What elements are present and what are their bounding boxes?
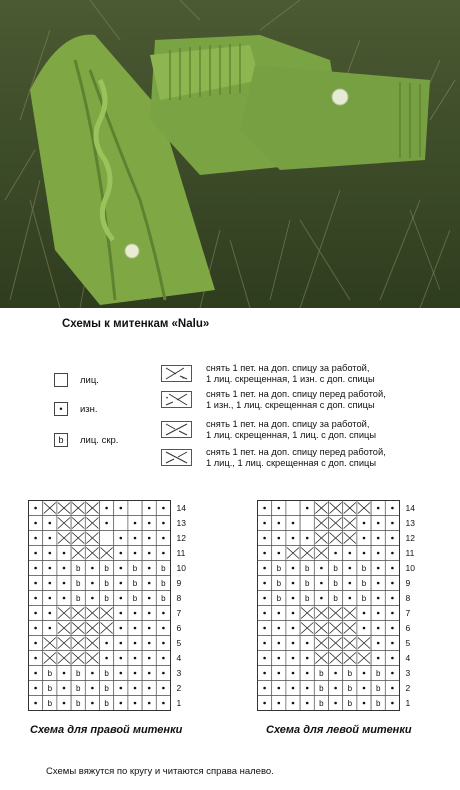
left-chart-twisted-stitch: b — [333, 579, 338, 588]
cable-symbol-1 — [161, 365, 192, 382]
right-chart-cell — [128, 501, 142, 516]
cable-symbol-2 — [161, 391, 192, 408]
twisted-knit-symbol: b — [54, 433, 68, 447]
left-chart-purl-dot — [391, 642, 394, 645]
left-chart-twisted-stitch: b — [333, 594, 338, 603]
left-chart-purl-dot — [292, 567, 295, 570]
cable-symbol-4 — [161, 449, 192, 466]
left-chart-row-number: 6 — [405, 623, 411, 633]
right-chart-purl-dot — [120, 507, 123, 510]
right-chart-purl-dot — [120, 597, 123, 600]
right-chart-twisted-stitch: b — [104, 684, 109, 693]
twisted-knit-label: лиц. скр. — [80, 435, 119, 446]
left-chart-twisted-stitch: b — [361, 594, 367, 603]
right-chart-purl-dot — [34, 687, 37, 690]
right-chart-purl-dot — [49, 582, 52, 585]
right-chart-purl-dot — [120, 567, 123, 570]
left-chart-twisted-stitch: b — [347, 684, 353, 693]
left-chart-purl-dot — [263, 672, 266, 675]
right-chart-purl-dot — [34, 522, 37, 525]
left-chart-twisted-stitch: b — [375, 699, 381, 708]
right-chart-purl-dot — [162, 612, 165, 615]
right-chart-row-number: 14 — [176, 503, 186, 513]
left-chart-purl-dot — [320, 597, 323, 600]
right-chart-purl-dot — [162, 537, 165, 540]
left-chart-twisted-stitch: b — [319, 669, 324, 678]
left-chart-purl-dot — [263, 552, 266, 555]
left-chart-purl-dot — [377, 582, 380, 585]
purl-stitch-symbol: • — [54, 402, 68, 416]
left-chart-row-number: 9 — [405, 578, 411, 588]
right-chart-purl-dot — [120, 642, 123, 645]
right-chart-row-number: 4 — [176, 653, 182, 663]
right-chart-purl-dot — [148, 552, 151, 555]
left-chart-purl-dot — [320, 582, 323, 585]
right-chart-purl-dot — [34, 672, 37, 675]
right-chart-purl-dot — [49, 597, 52, 600]
right-chart-purl-dot — [162, 702, 165, 705]
right-chart-purl-dot — [49, 537, 52, 540]
right-chart-row-number: 2 — [176, 683, 182, 693]
right-chart-purl-dot — [120, 702, 123, 705]
left-chart-purl-dot — [349, 597, 352, 600]
left-chart-purl-dot — [278, 642, 281, 645]
left-chart-purl-dot — [263, 567, 266, 570]
right-chart-purl-dot — [34, 702, 37, 705]
right-chart-purl-dot — [148, 582, 151, 585]
left-chart-purl-dot — [363, 702, 366, 705]
left-chart-purl-dot — [363, 687, 366, 690]
right-chart-twisted-stitch: b — [132, 579, 138, 588]
left-chart-purl-dot — [278, 552, 281, 555]
right-chart-cell — [114, 516, 128, 531]
left-chart-row-number: 14 — [405, 503, 415, 513]
right-chart-row-number: 6 — [176, 623, 182, 633]
left-chart-purl-dot — [278, 672, 281, 675]
right-chart-purl-dot — [148, 657, 151, 660]
right-chart-purl-dot — [148, 672, 151, 675]
left-chart-purl-dot — [292, 522, 295, 525]
right-chart-purl-dot — [134, 657, 137, 660]
right-chart-purl-dot — [91, 702, 94, 705]
left-chart-purl-dot — [377, 552, 380, 555]
left-chart-purl-dot — [377, 507, 380, 510]
left-chart-purl-dot — [391, 627, 394, 630]
right-chart-row-number: 10 — [176, 563, 186, 573]
right-chart-purl-dot — [91, 567, 94, 570]
right-chart-purl-dot — [34, 657, 37, 660]
left-chart-purl-dot — [391, 597, 394, 600]
right-chart-caption: Схема для правой митенки — [30, 724, 183, 736]
left-chart-purl-dot — [391, 657, 394, 660]
right-chart-twisted-stitch: b — [75, 699, 81, 708]
cable-symbol-3 — [161, 421, 192, 438]
left-chart-purl-dot — [306, 642, 309, 645]
left-chart-purl-dot — [263, 597, 266, 600]
right-chart-purl-dot — [91, 687, 94, 690]
right-chart-cell — [100, 531, 114, 546]
right-chart-purl-dot — [105, 642, 108, 645]
right-chart-purl-dot — [148, 642, 151, 645]
right-chart-purl-dot — [134, 627, 137, 630]
left-chart-purl-dot — [278, 657, 281, 660]
right-chart-row-number: 3 — [176, 668, 182, 678]
left-chart-purl-dot — [363, 552, 366, 555]
cable-desc-3: снять 1 пет. на доп. спицу за работой, 1 лиц. скрещенная, 1 лиц. с доп. спицы — [206, 419, 377, 440]
right-chart-purl-dot — [148, 507, 151, 510]
left-chart-purl-dot — [306, 702, 309, 705]
right-chart-twisted-stitch: b — [161, 594, 166, 603]
right-chart-twisted-stitch: b — [104, 699, 109, 708]
left-chart-purl-dot — [292, 582, 295, 585]
left-chart-purl-dot — [306, 537, 309, 540]
knit-stitch-symbol — [54, 373, 68, 387]
left-chart-purl-dot — [278, 537, 281, 540]
left-chart-purl-dot — [278, 612, 281, 615]
right-chart-row-number: 12 — [176, 533, 186, 543]
left-chart-purl-dot — [334, 687, 337, 690]
left-chart-purl-dot — [377, 522, 380, 525]
right-chart-purl-dot — [148, 612, 151, 615]
cable-desc-2: снять 1 пет. на доп. спицу перед работой, 1 изн., 1 лиц. скрещенная с доп. спицы — [206, 389, 386, 410]
right-chart-purl-dot — [63, 582, 66, 585]
right-chart-twisted-stitch: b — [132, 564, 138, 573]
right-chart-purl-dot — [148, 597, 151, 600]
left-chart-twisted-stitch: b — [304, 594, 310, 603]
left-chart-purl-dot — [306, 687, 309, 690]
right-chart-purl-dot — [105, 507, 108, 510]
right-chart-purl-dot — [34, 552, 37, 555]
right-chart-purl-dot — [162, 627, 165, 630]
right-chart-purl-dot — [162, 657, 165, 660]
left-chart-row-number: 3 — [405, 668, 411, 678]
left-chart-purl-dot — [263, 642, 266, 645]
right-chart-row-number: 1 — [176, 698, 182, 708]
right-chart-twisted-stitch: b — [47, 684, 53, 693]
right-chart-row-number: 13 — [176, 518, 186, 528]
right-chart-purl-dot — [134, 522, 137, 525]
left-chart-purl-dot — [263, 612, 266, 615]
left-chart-purl-dot — [391, 522, 394, 525]
left-chart-row-number: 13 — [405, 518, 415, 528]
right-chart-purl-dot — [105, 657, 108, 660]
left-chart-purl-dot — [278, 702, 281, 705]
cable-desc-4: снять 1 пет. на доп. спицу перед работой, 1 лиц., 1 лиц. скрещенная с доп. спицы — [206, 447, 386, 468]
right-chart-purl-dot — [49, 522, 52, 525]
left-chart-purl-dot — [278, 522, 281, 525]
left-chart-purl-dot — [292, 612, 295, 615]
right-chart-twisted-stitch: b — [75, 594, 81, 603]
right-chart-purl-dot — [34, 597, 37, 600]
right-chart-twisted-stitch: b — [161, 564, 166, 573]
right-chart-purl-dot — [148, 537, 151, 540]
purl-stitch-label: изн. — [80, 404, 98, 415]
right-chart-purl-dot — [120, 612, 123, 615]
left-mitten-chart — [257, 500, 429, 712]
left-chart-twisted-stitch: b — [361, 564, 367, 573]
right-chart-twisted-stitch: b — [161, 579, 166, 588]
left-chart-purl-dot — [363, 537, 366, 540]
right-chart-purl-dot — [91, 597, 94, 600]
left-chart-purl-dot — [292, 672, 295, 675]
right-chart-purl-dot — [162, 507, 165, 510]
left-chart-purl-dot — [263, 687, 266, 690]
left-chart-purl-dot — [306, 507, 309, 510]
right-chart-twisted-stitch: b — [104, 579, 109, 588]
left-chart-purl-dot — [391, 582, 394, 585]
left-chart-twisted-stitch: b — [276, 564, 282, 573]
right-chart-row-number: 7 — [176, 608, 182, 618]
left-chart-twisted-stitch: b — [347, 699, 353, 708]
left-chart-purl-dot — [377, 597, 380, 600]
right-chart-purl-dot — [162, 552, 165, 555]
right-chart-row-number: 9 — [176, 578, 182, 588]
left-chart-twisted-stitch: b — [319, 684, 324, 693]
cable-desc-1: снять 1 пет. на доп. спицу за работой, 1 лиц. скрещенная, 1 изн. с доп. спицы — [206, 363, 375, 384]
left-chart-twisted-stitch: b — [333, 564, 338, 573]
right-chart-purl-dot — [134, 612, 137, 615]
left-chart-purl-dot — [377, 537, 380, 540]
left-chart-twisted-stitch: b — [304, 579, 310, 588]
left-chart-purl-dot — [334, 672, 337, 675]
right-chart-row-number: 11 — [176, 548, 186, 558]
left-chart-purl-dot — [349, 552, 352, 555]
right-chart-purl-dot — [49, 627, 52, 630]
right-chart-purl-dot — [162, 687, 165, 690]
right-chart-purl-dot — [162, 522, 165, 525]
right-chart-twisted-stitch: b — [75, 564, 81, 573]
left-chart-twisted-stitch: b — [319, 699, 324, 708]
left-chart-twisted-stitch: b — [304, 564, 310, 573]
right-chart-purl-dot — [120, 537, 123, 540]
left-chart-purl-dot — [391, 687, 394, 690]
left-chart-cell — [286, 501, 300, 516]
right-chart-purl-dot — [49, 552, 52, 555]
right-chart-purl-dot — [162, 672, 165, 675]
left-chart-row-number: 7 — [405, 608, 411, 618]
right-chart-twisted-stitch: b — [132, 594, 138, 603]
left-chart-purl-dot — [377, 612, 380, 615]
right-chart-purl-dot — [49, 567, 52, 570]
right-chart-purl-dot — [105, 522, 108, 525]
left-chart-row-number: 4 — [405, 653, 411, 663]
right-chart-purl-dot — [34, 567, 37, 570]
right-chart-purl-dot — [34, 612, 37, 615]
right-chart-purl-dot — [148, 522, 151, 525]
left-chart-purl-dot — [377, 642, 380, 645]
left-chart-purl-dot — [377, 627, 380, 630]
left-chart-row-number: 5 — [405, 638, 411, 648]
knit-stitch-label: лиц. — [80, 375, 99, 386]
right-chart-twisted-stitch: b — [104, 669, 109, 678]
left-chart-purl-dot — [278, 687, 281, 690]
right-chart-purl-dot — [148, 702, 151, 705]
svg-text:•: • — [166, 396, 169, 402]
left-chart-purl-dot — [263, 657, 266, 660]
right-chart-purl-dot — [120, 552, 123, 555]
right-chart-purl-dot — [91, 582, 94, 585]
right-chart-twisted-stitch: b — [104, 594, 109, 603]
left-chart-purl-dot — [391, 507, 394, 510]
left-chart-row-number: 12 — [405, 533, 415, 543]
right-chart-purl-dot — [162, 642, 165, 645]
left-chart-row-number: 11 — [405, 548, 415, 558]
right-chart-purl-dot — [49, 612, 52, 615]
right-chart-purl-dot — [63, 687, 66, 690]
mittens-photo — [0, 0, 460, 308]
left-chart-row-number: 2 — [405, 683, 411, 693]
left-chart-purl-dot — [363, 522, 366, 525]
right-chart-purl-dot — [134, 552, 137, 555]
left-chart-row-number: 8 — [405, 593, 411, 603]
right-chart-row-number: 5 — [176, 638, 182, 648]
right-chart-purl-dot — [34, 537, 37, 540]
right-chart-purl-dot — [63, 597, 66, 600]
right-chart-purl-dot — [34, 642, 37, 645]
left-chart-purl-dot — [391, 552, 394, 555]
left-chart-purl-dot — [349, 582, 352, 585]
left-chart-purl-dot — [391, 672, 394, 675]
left-chart-twisted-stitch: b — [276, 594, 282, 603]
right-chart-purl-dot — [148, 567, 151, 570]
left-chart-purl-dot — [263, 627, 266, 630]
left-chart-purl-dot — [292, 627, 295, 630]
right-chart-purl-dot — [91, 672, 94, 675]
right-chart-twisted-stitch: b — [47, 669, 53, 678]
right-chart-purl-dot — [134, 687, 137, 690]
left-chart-purl-dot — [292, 657, 295, 660]
svg-text:•: • — [182, 376, 185, 381]
left-chart-purl-dot — [391, 702, 394, 705]
right-chart-twisted-stitch: b — [75, 579, 81, 588]
footer-note: Схемы вяжутся по кругу и читаются справа налево. — [46, 766, 274, 777]
right-chart-purl-dot — [120, 627, 123, 630]
right-chart-purl-dot — [134, 642, 137, 645]
right-chart-purl-dot — [34, 627, 37, 630]
left-chart-purl-dot — [263, 537, 266, 540]
right-chart-purl-dot — [120, 582, 123, 585]
left-chart-purl-dot — [263, 702, 266, 705]
left-chart-purl-dot — [292, 597, 295, 600]
left-chart-purl-dot — [377, 567, 380, 570]
right-chart-purl-dot — [63, 552, 66, 555]
right-chart-purl-dot — [148, 627, 151, 630]
left-chart-twisted-stitch: b — [375, 669, 381, 678]
left-chart-twisted-stitch: b — [361, 579, 367, 588]
right-chart-row-number: 8 — [176, 593, 182, 603]
right-chart-purl-dot — [134, 537, 137, 540]
right-chart-purl-dot — [34, 582, 37, 585]
left-chart-purl-dot — [349, 567, 352, 570]
right-chart-twisted-stitch: b — [47, 699, 53, 708]
left-chart-purl-dot — [320, 567, 323, 570]
left-chart-purl-dot — [391, 537, 394, 540]
right-chart-purl-dot — [120, 687, 123, 690]
left-chart-purl-dot — [363, 627, 366, 630]
left-chart-purl-dot — [391, 612, 394, 615]
left-chart-purl-dot — [263, 522, 266, 525]
left-chart-purl-dot — [363, 672, 366, 675]
left-chart-purl-dot — [306, 657, 309, 660]
left-chart-purl-dot — [334, 552, 337, 555]
page-title: Схемы к митенкам «Nalu» — [62, 318, 210, 330]
left-chart-purl-dot — [263, 582, 266, 585]
left-chart-purl-dot — [292, 642, 295, 645]
left-chart-twisted-stitch: b — [347, 669, 353, 678]
right-chart-twisted-stitch: b — [75, 684, 81, 693]
left-chart-purl-dot — [306, 672, 309, 675]
right-chart-purl-dot — [148, 687, 151, 690]
left-chart-row-number: 1 — [405, 698, 411, 708]
left-chart-caption: Схема для левой митенки — [266, 724, 412, 736]
right-chart-twisted-stitch: b — [75, 669, 81, 678]
left-chart-cell — [300, 516, 314, 531]
left-chart-purl-dot — [278, 627, 281, 630]
right-chart-purl-dot — [63, 702, 66, 705]
right-chart-purl-dot — [63, 567, 66, 570]
left-chart-row-number: 10 — [405, 563, 415, 573]
right-mitten-chart — [28, 500, 200, 712]
left-chart-purl-dot — [363, 612, 366, 615]
left-chart-twisted-stitch: b — [276, 579, 282, 588]
left-chart-purl-dot — [263, 507, 266, 510]
right-chart-purl-dot — [120, 657, 123, 660]
left-chart-purl-dot — [292, 702, 295, 705]
right-chart-twisted-stitch: b — [104, 564, 109, 573]
left-chart-purl-dot — [334, 702, 337, 705]
right-chart-purl-dot — [34, 507, 37, 510]
left-chart-purl-dot — [278, 507, 281, 510]
left-chart-purl-dot — [377, 657, 380, 660]
left-chart-twisted-stitch: b — [375, 684, 381, 693]
left-chart-purl-dot — [391, 567, 394, 570]
right-chart-purl-dot — [134, 672, 137, 675]
left-chart-purl-dot — [292, 687, 295, 690]
right-chart-purl-dot — [63, 672, 66, 675]
left-chart-purl-dot — [292, 537, 295, 540]
right-chart-purl-dot — [120, 672, 123, 675]
right-chart-purl-dot — [134, 702, 137, 705]
